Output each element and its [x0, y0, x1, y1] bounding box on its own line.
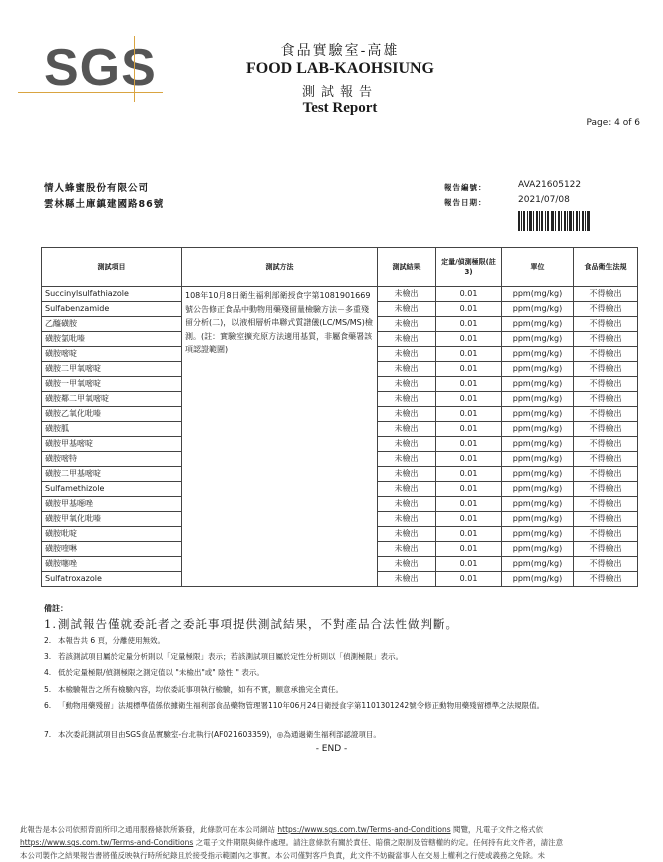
logo-vertical-line	[134, 36, 135, 102]
report-date-value: 2021/07/08	[518, 195, 570, 205]
test-result: 未檢出	[378, 302, 436, 317]
test-unit: ppm(mg/kg)	[502, 527, 574, 542]
test-result: 未檢出	[378, 392, 436, 407]
test-item-name: Sulfamethizole	[42, 482, 182, 497]
test-regulation: 不得檢出	[574, 377, 638, 392]
test-result: 未檢出	[378, 437, 436, 452]
test-item-name: 磺胺吡啶	[42, 527, 182, 542]
test-item-name: 磺胺一甲氧嘧啶	[42, 377, 182, 392]
test-item-name: 乙醯磺胺	[42, 317, 182, 332]
test-unit: ppm(mg/kg)	[502, 302, 574, 317]
test-limit: 0.01	[436, 347, 502, 362]
test-regulation: 不得檢出	[574, 572, 638, 587]
test-unit: ppm(mg/kg)	[502, 512, 574, 527]
header-limit: 定量/偵測極限(註3)	[436, 248, 502, 287]
test-limit: 0.01	[436, 572, 502, 587]
report-title-cn: 測試報告	[301, 85, 378, 100]
test-unit: ppm(mg/kg)	[502, 452, 574, 467]
test-result: 未檢出	[378, 527, 436, 542]
test-limit: 0.01	[436, 422, 502, 437]
test-item-name: 磺胺嘧啶	[42, 347, 182, 362]
terms-link-2[interactable]: https://www.sgs.com.tw/Terms-and-Conditions	[20, 838, 194, 847]
sgs-logo: SGS	[44, 39, 157, 97]
test-item-name: 磺胺噻唑	[42, 557, 182, 572]
header-test-item: 測試項目	[42, 248, 182, 287]
test-limit: 0.01	[436, 317, 502, 332]
test-regulation: 不得檢出	[574, 482, 638, 497]
report-date-label: 報告日期：	[444, 198, 487, 207]
test-unit: ppm(mg/kg)	[502, 467, 574, 482]
end-marker: - END -	[315, 744, 348, 754]
note-item: 3. 若該測試項目屬於定量分析則以「定量極限」表示；若該測試項目屬於定性分析則以「偵測極限」表示。	[44, 652, 403, 661]
test-item-name: 磺胺嘧特	[42, 452, 182, 467]
test-regulation: 不得檢出	[574, 467, 638, 482]
results-table	[41, 247, 638, 587]
test-regulation: 不得檢出	[574, 317, 638, 332]
test-regulation: 不得檢出	[574, 437, 638, 452]
test-item-name: 磺胺喹啉	[42, 542, 182, 557]
test-limit: 0.01	[436, 527, 502, 542]
test-regulation: 不得檢出	[574, 302, 638, 317]
test-unit: ppm(mg/kg)	[502, 437, 574, 452]
test-regulation: 不得檢出	[574, 422, 638, 437]
test-regulation: 不得檢出	[574, 392, 638, 407]
test-result: 未檢出	[378, 347, 436, 362]
test-unit: ppm(mg/kg)	[502, 407, 574, 422]
test-item-name: 磺胺甲基嘧啶	[42, 437, 182, 452]
test-limit: 0.01	[436, 407, 502, 422]
terms-link[interactable]: https://www.sgs.com.tw/Terms-and-Conditions	[277, 825, 451, 834]
test-regulation: 不得檢出	[574, 497, 638, 512]
test-result: 未檢出	[378, 542, 436, 557]
note-item: 6. 「動物用藥殘留」法規標準值係依據衛生福利部食品藥物管理署110年06月24日衛授食字第1101301242號令修正動物用藥殘留標準之法規限值。	[44, 701, 545, 710]
test-regulation: 不得檢出	[574, 542, 638, 557]
test-item-name: Sulfatroxazole	[42, 572, 182, 587]
test-result: 未檢出	[378, 467, 436, 482]
test-limit: 0.01	[436, 452, 502, 467]
barcode-image	[518, 211, 590, 231]
test-unit: ppm(mg/kg)	[502, 392, 574, 407]
test-item-name: Sulfabenzamide	[42, 302, 182, 317]
test-regulation: 不得檢出	[574, 512, 638, 527]
test-item-name: Succinylsulfathiazole	[42, 287, 182, 302]
header-regulation: 食品衛生法規	[574, 248, 638, 287]
test-result: 未檢出	[378, 332, 436, 347]
test-result: 未檢出	[378, 557, 436, 572]
logo-horizontal-line	[18, 92, 163, 93]
test-unit: ppm(mg/kg)	[502, 557, 574, 572]
test-limit: 0.01	[436, 332, 502, 347]
test-limit: 0.01	[436, 362, 502, 377]
test-result: 未檢出	[378, 422, 436, 437]
report-title-en: Test Report	[302, 100, 378, 116]
test-limit: 0.01	[436, 287, 502, 302]
client-address: 雲林縣土庫鎮建國路86號	[44, 199, 165, 210]
footer-disclaimer: 此報告是本公司依照背面所印之通用服務條款所簽發，此條款可在本公司網站 https://www.sgs.com.tw/Terms-and-Conditions 閱覽，凡電子文件之格式依 https://www.sgs.com.tw/Terms-and-Conditions 之電子文件期限與條件處理。請注意條款有關於責任、賠償之限制及管轄權的約定。任何持有此文件者，請注意 本公司製作之結果報告書將僅反映執行時所紀錄且於接受指示範圍內之事實。本公司僅對客戶負責，此文件不妨礙當事人在交易上權利之行使或義務之免除。未	[20, 825, 564, 860]
page-number: Page: 4 of 6	[586, 118, 640, 128]
note-item: 5. 本檢驗報告之所有檢驗內容，均依委託事項執行檢驗，如有不實，願意承擔完全責任。	[44, 685, 343, 694]
test-regulation: 不得檢出	[574, 332, 638, 347]
test-regulation: 不得檢出	[574, 407, 638, 422]
lab-name-en: FOOD LAB-KAOHSIUNG	[245, 60, 434, 77]
test-result: 未檢出	[378, 287, 436, 302]
table-header-row	[42, 248, 638, 287]
test-result: 未檢出	[378, 497, 436, 512]
test-limit: 0.01	[436, 497, 502, 512]
test-limit: 0.01	[436, 482, 502, 497]
test-result: 未檢出	[378, 452, 436, 467]
test-item-name: 磺胺氯吡嗪	[42, 332, 182, 347]
test-item-name: 磺胺二甲氧嘧啶	[42, 362, 182, 377]
test-regulation: 不得檢出	[574, 557, 638, 572]
header-test-result: 測試結果	[378, 248, 436, 287]
test-limit: 0.01	[436, 392, 502, 407]
test-limit: 0.01	[436, 512, 502, 527]
test-unit: ppm(mg/kg)	[502, 482, 574, 497]
test-regulation: 不得檢出	[574, 347, 638, 362]
test-unit: ppm(mg/kg)	[502, 542, 574, 557]
test-result: 未檢出	[378, 377, 436, 392]
test-item-name: 磺胺胍	[42, 422, 182, 437]
test-unit: ppm(mg/kg)	[502, 347, 574, 362]
test-result: 未檢出	[378, 407, 436, 422]
test-limit: 0.01	[436, 437, 502, 452]
test-result: 未檢出	[378, 362, 436, 377]
test-unit: ppm(mg/kg)	[502, 332, 574, 347]
test-unit: ppm(mg/kg)	[502, 377, 574, 392]
lab-name-cn: 食品實驗室-高雄	[280, 43, 400, 59]
test-item-name: 磺胺二甲基嘧啶	[42, 467, 182, 482]
test-unit: ppm(mg/kg)	[502, 362, 574, 377]
note-item: 7. 本次委託測試項目由SGS食品實驗室-台北執行(AF021603359)，◎為通過衛生福利部認證項目。	[44, 730, 381, 739]
test-limit: 0.01	[436, 377, 502, 392]
test-limit: 0.01	[436, 467, 502, 482]
test-result: 未檢出	[378, 317, 436, 332]
test-method-text: 108年10月8日衛生福利部衛授食字第1081901669號公告修正食品中動物用藥殘留量檢驗方法－多重殘留分析(二)，以液相層析串聯式質譜儀(LC/MS/MS)檢測。(註：實驗室擴充原方法適用基質，非屬食藥署該項認證範圍)	[182, 287, 378, 587]
test-unit: ppm(mg/kg)	[502, 317, 574, 332]
note-item: 4. 低於定量極限/偵測極限之測定值以 "未檢出"或" 陰性 " 表示。	[44, 668, 264, 677]
test-regulation: 不得檢出	[574, 527, 638, 542]
test-limit: 0.01	[436, 557, 502, 572]
test-result: 未檢出	[378, 572, 436, 587]
note-item: 1.測試報告僅就委託者之委託事項提供測試結果，不對產品合法性做判斷。	[44, 617, 458, 631]
report-no-label: 報告編號：	[444, 183, 487, 192]
test-regulation: 不得檢出	[574, 452, 638, 467]
test-unit: ppm(mg/kg)	[502, 287, 574, 302]
client-name: 情人蜂蜜股份有限公司	[44, 183, 150, 194]
report-no-value: AVA21605122	[518, 180, 582, 190]
test-regulation: 不得檢出	[574, 287, 638, 302]
test-regulation: 不得檢出	[574, 362, 638, 377]
test-unit: ppm(mg/kg)	[502, 422, 574, 437]
test-item-name: 磺胺甲氧化吡嗪	[42, 512, 182, 527]
notes-title: 備註：	[44, 604, 68, 613]
note-item: 2. 本報告共 6 頁，分離使用無效。	[44, 636, 166, 645]
test-item-name: 磺胺鄰二甲氧嘧啶	[42, 392, 182, 407]
test-unit: ppm(mg/kg)	[502, 572, 574, 587]
header-unit: 單位	[502, 248, 574, 287]
test-item-name: 磺胺甲基噁唑	[42, 497, 182, 512]
header-test-method: 測試方法	[182, 248, 378, 287]
test-unit: ppm(mg/kg)	[502, 497, 574, 512]
test-item-name: 磺胺乙氧化吡嗪	[42, 407, 182, 422]
test-result: 未檢出	[378, 512, 436, 527]
table-row	[42, 287, 638, 302]
test-limit: 0.01	[436, 302, 502, 317]
test-limit: 0.01	[436, 542, 502, 557]
test-result: 未檢出	[378, 482, 436, 497]
